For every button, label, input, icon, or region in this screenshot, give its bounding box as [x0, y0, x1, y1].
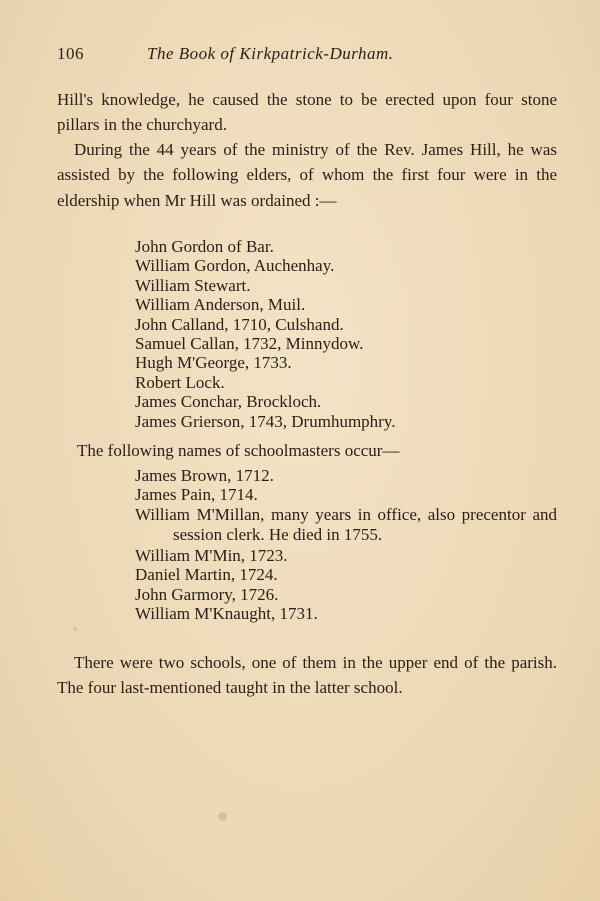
list-item: Hugh M'George, 1733.	[135, 353, 292, 373]
list-item: William Stewart.	[135, 275, 251, 295]
list-item: John Gordon of Bar.	[135, 237, 274, 256]
foxing-spot	[73, 627, 77, 631]
book-title: The Book of Kirkpatrick-Durham.	[147, 44, 394, 63]
list-item: James Grierson, 1743, Drumhumphry.	[135, 411, 396, 431]
foxing-spot	[218, 812, 227, 821]
list-item: William Anderson, Muil.	[135, 295, 306, 315]
list-item: Daniel Martin, 1724.	[135, 565, 278, 585]
paragraph-elders-intro: During the 44 years of the ministry of the Rev. James Hill, he was assisted by the following elders, of whom the first four were in the eldership when Mr Hill was ordained :—	[57, 140, 557, 210]
list-item: James Pain, 1714.	[135, 485, 258, 505]
list-item: Samuel Callan, 1732, Minnydow.	[135, 334, 364, 354]
list-item: Robert Lock.	[135, 372, 225, 392]
paragraph-stone-pillars: Hill's knowledge, he caused the stone to be erected upon four stone pillars in the churchyard.	[57, 90, 557, 135]
list-item: William M'Knaught, 1731.	[135, 604, 318, 624]
running-head	[57, 44, 557, 68]
list-item: William M'Min, 1723.	[135, 545, 288, 565]
page-number: 106	[57, 44, 84, 63]
elders-list	[135, 237, 557, 431]
list-item: William Gordon, Auchenhay.	[135, 256, 335, 276]
schoolmasters-intro: The following names of schoolmasters occur—	[77, 441, 400, 460]
list-item: James Conchar, Brockloch.	[135, 392, 322, 412]
list-item: James Brown, 1712.	[135, 466, 274, 485]
paragraph-two-schools: There were two schools, one of them in the upper end of the parish. The four last-mentioned taught in the latter school.	[57, 653, 557, 698]
list-item: John Calland, 1710, Culshand.	[135, 314, 344, 334]
list-item: John Garmory, 1726.	[135, 584, 279, 604]
schoolmasters-list	[135, 466, 557, 623]
list-item: William M'Millan, many years in office, also precentor and session clerk. He died in 1755.	[135, 504, 557, 544]
